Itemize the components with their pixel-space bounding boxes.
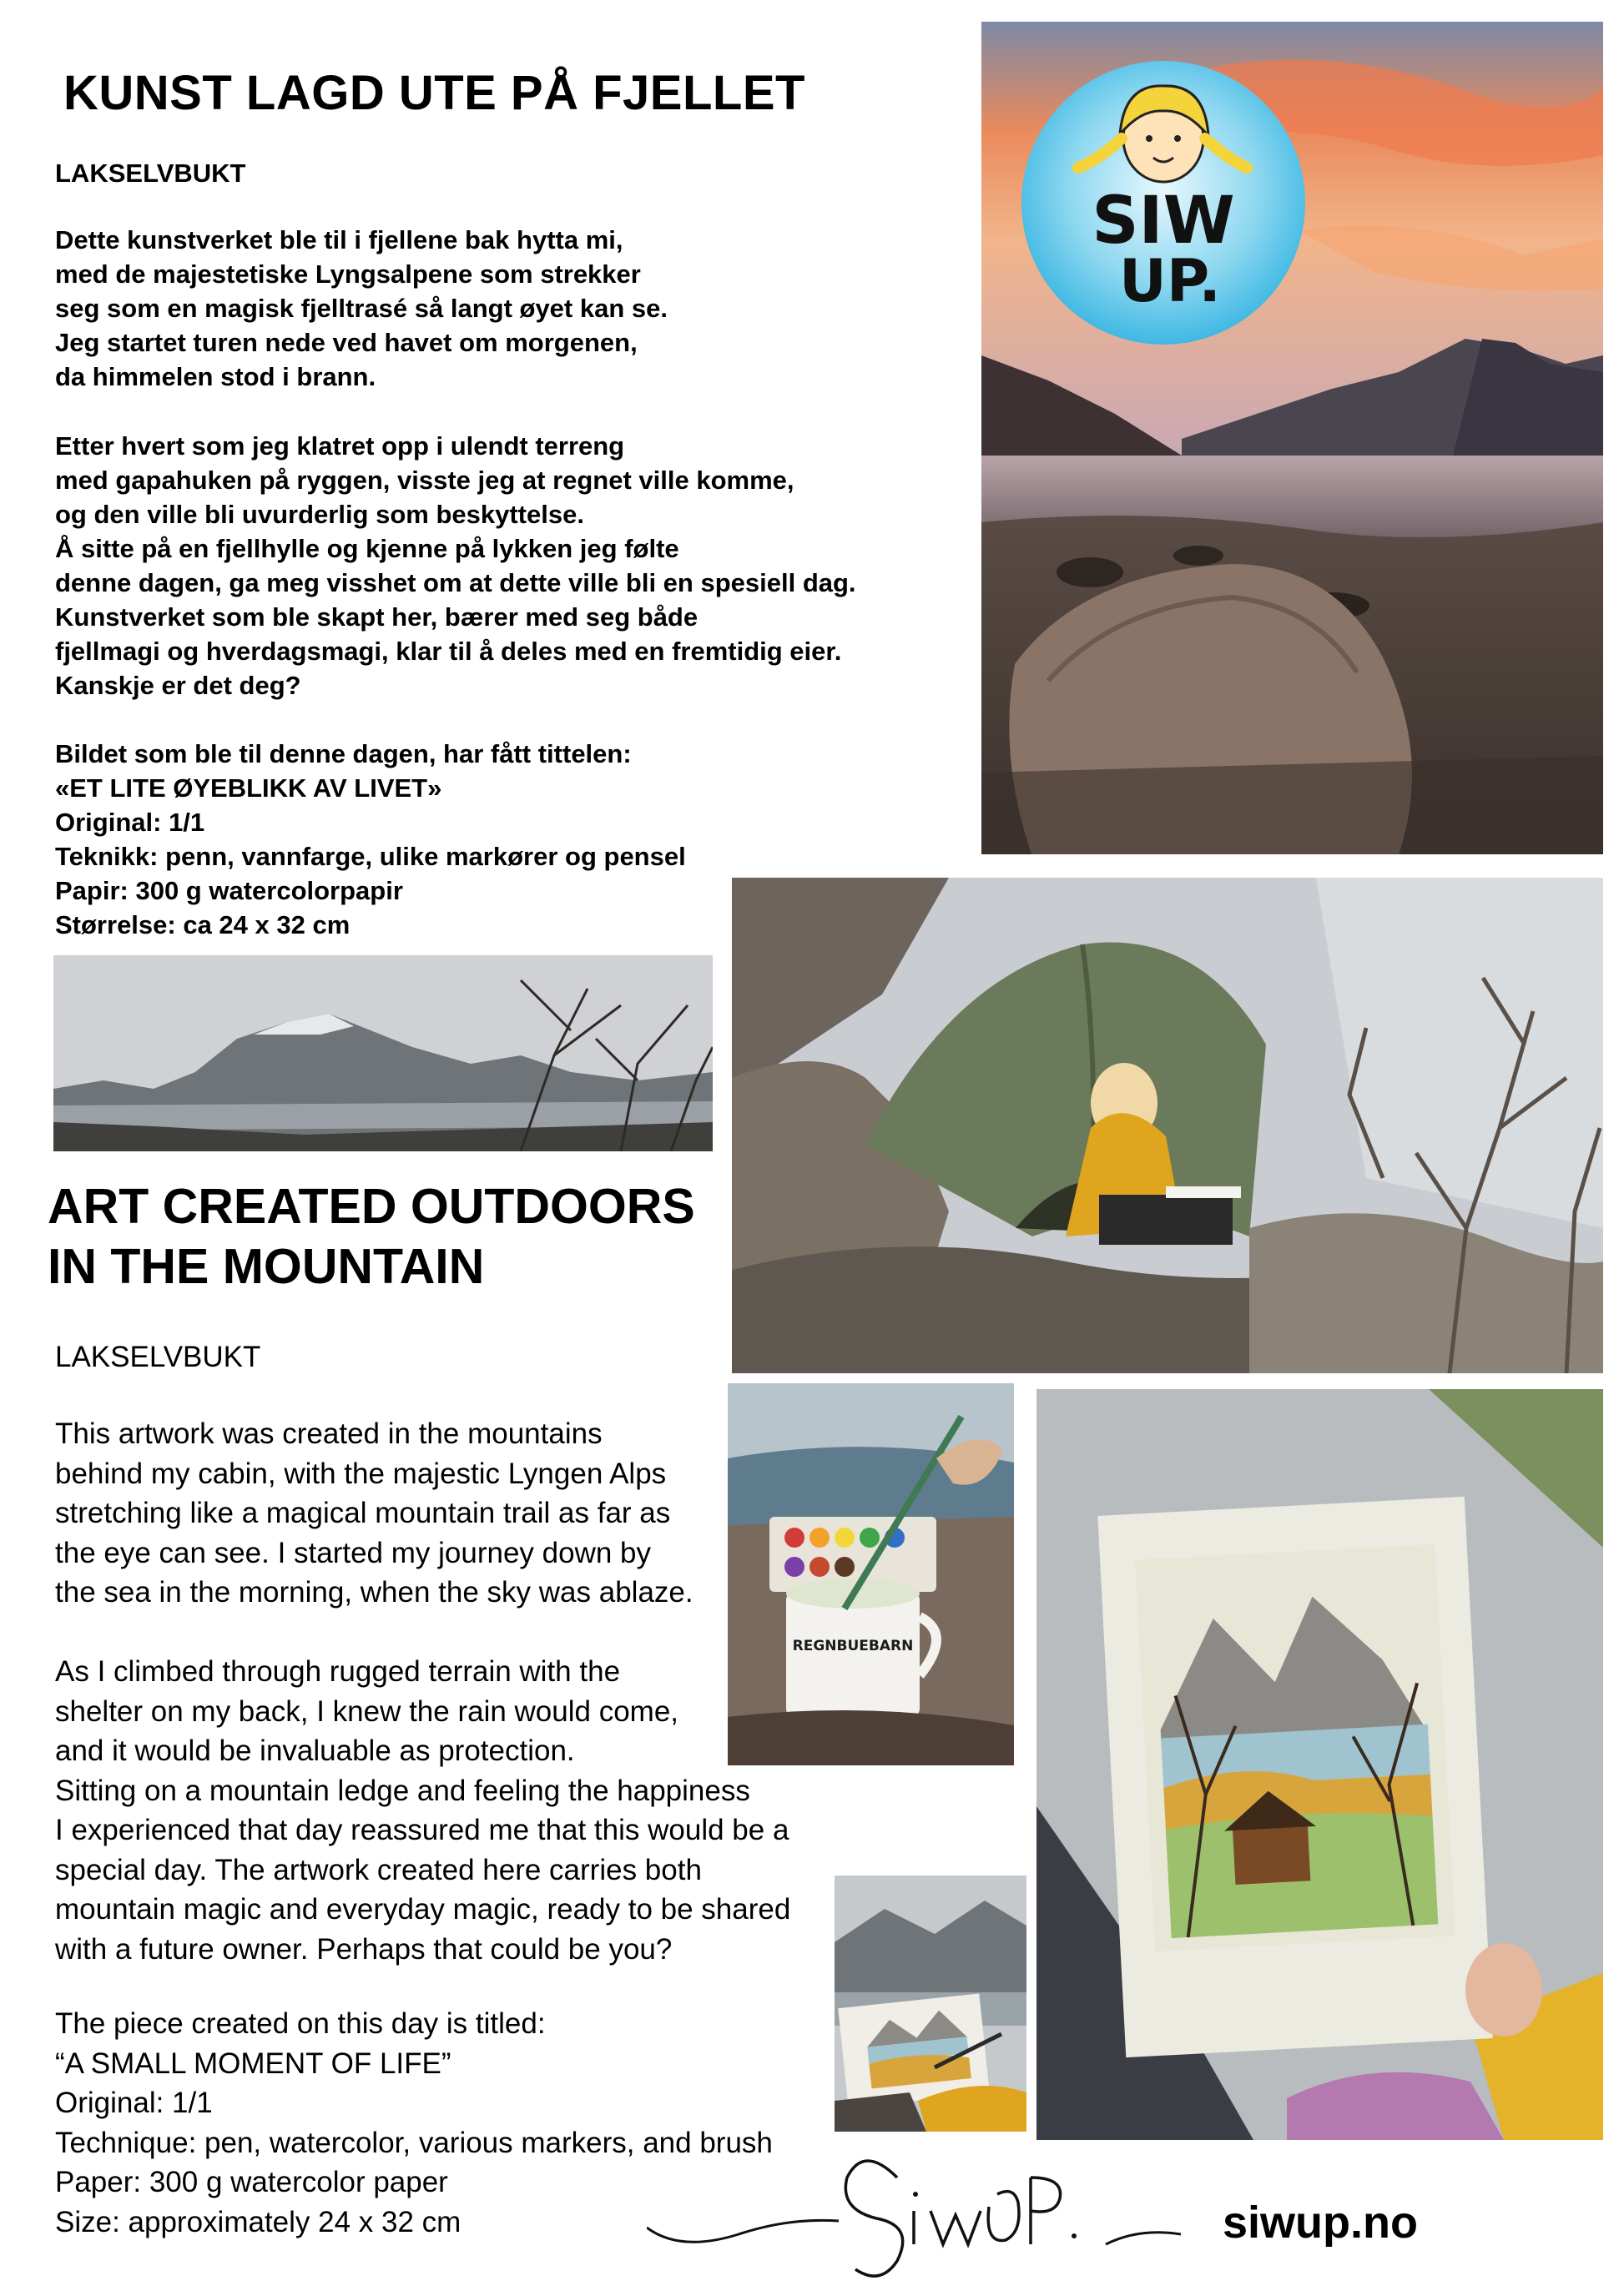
website-url[interactable]: siwup.no — [1223, 2198, 1418, 2248]
english-paper: Paper: 300 g watercolor paper — [55, 2166, 448, 2198]
norwegian-paragraph-2: Etter hvert som jeg klatret opp i ulendt terreng med gapahuken på ryggen, visste jeg at regnet ville komme, og den ville bli uvurderlig som beskyttelse. Å sitte på en fjellhylle og kjenne på lykken jeg følte denne dagen, ga meg visshet om at dette ville bli en spesiell dag. Kunstverket som ble skapt her, bærer med seg både fjellmagi og hverdagsmagi, klar til å deles med en fremtidig eier. Kanskje er det deg? — [55, 431, 856, 700]
mug-label: REGNBUEBARN — [792, 1638, 914, 1654]
svg-text:UP.: UP. — [1119, 247, 1221, 315]
norwegian-technique: Teknikk: penn, vannfarge, ulike markører og pensel — [55, 842, 686, 871]
english-title-line-2: IN THE MOUNTAIN — [48, 1239, 485, 1294]
english-size: Size: approximately 24 x 32 cm — [55, 2205, 461, 2238]
english-paragraph-1: This artwork was created in the mountains behind my cabin, with the majestic Lyngen Alps stretching like a magical mountain trail as far as the eye can see. I started my journey down by the sea in the morning, when the sky was ablaze. — [55, 1417, 693, 1609]
english-title-line-1: ART CREATED OUTDOORS — [48, 1179, 695, 1234]
norwegian-paper: Papir: 300 g watercolorpapir — [55, 876, 403, 905]
english-paragraph-2: As I climbed through rugged terrain with the shelter on my back, I knew the rain would come, and it would be invaluable as protection. Sitting on a mountain ledge and feeling the happiness I experienced that day reassured me that this would be a special day. The artwork created here carries both mountain magic and everyday magic, ready to be shared with a future owner. Perhaps that could be you? — [55, 1655, 791, 1966]
norwegian-original: Original: 1/1 — [55, 808, 205, 837]
norwegian-paragraph-1: Dette kunstverket ble til i fjellene bak hytta mi, med de majestetiske Lyngsalpene som strekker seg som en magisk fjelltrasé så langt øyet kan se. Jeg startet turen nede ved havet om morgenen, da himmelen stod i brann. — [55, 225, 668, 391]
painting-in-progress-photo — [835, 1876, 1026, 2132]
tent-painting-photo — [732, 878, 1603, 1373]
english-title-intro: The piece created on this day is titled: — [55, 2007, 546, 2040]
norwegian-size: Størrelse: ca 24 x 32 cm — [55, 910, 351, 939]
norwegian-location: LAKSELVBUKT — [55, 159, 246, 188]
signature — [647, 2127, 1181, 2278]
norwegian-artwork-details — [55, 737, 686, 942]
logo-lettering: SIW — [1092, 184, 1235, 259]
mug-watercolor-photo — [728, 1383, 1014, 1765]
norwegian-title: KUNST LAGD UTE PÅ FJELLET — [63, 66, 805, 120]
norwegian-title-intro: Bildet som ble til denne dagen, har fått tittelen: — [55, 739, 632, 768]
siw-up-logo — [1020, 59, 1307, 346]
english-artwork-title: “A SMALL MOMENT OF LIFE” — [55, 2047, 451, 2080]
english-location: LAKSELVBUKT — [55, 1341, 261, 1373]
norwegian-artwork-title: «ET LITE ØYEBLIKK AV LIVET» — [55, 773, 442, 803]
english-original: Original: 1/1 — [55, 2087, 213, 2119]
mountain-panorama-photo — [53, 955, 713, 1151]
finished-artwork-photo — [1036, 1389, 1603, 2140]
english-technique: Technique: pen, watercolor, various markers, and brush — [55, 2126, 773, 2159]
english-title — [48, 1176, 695, 1297]
